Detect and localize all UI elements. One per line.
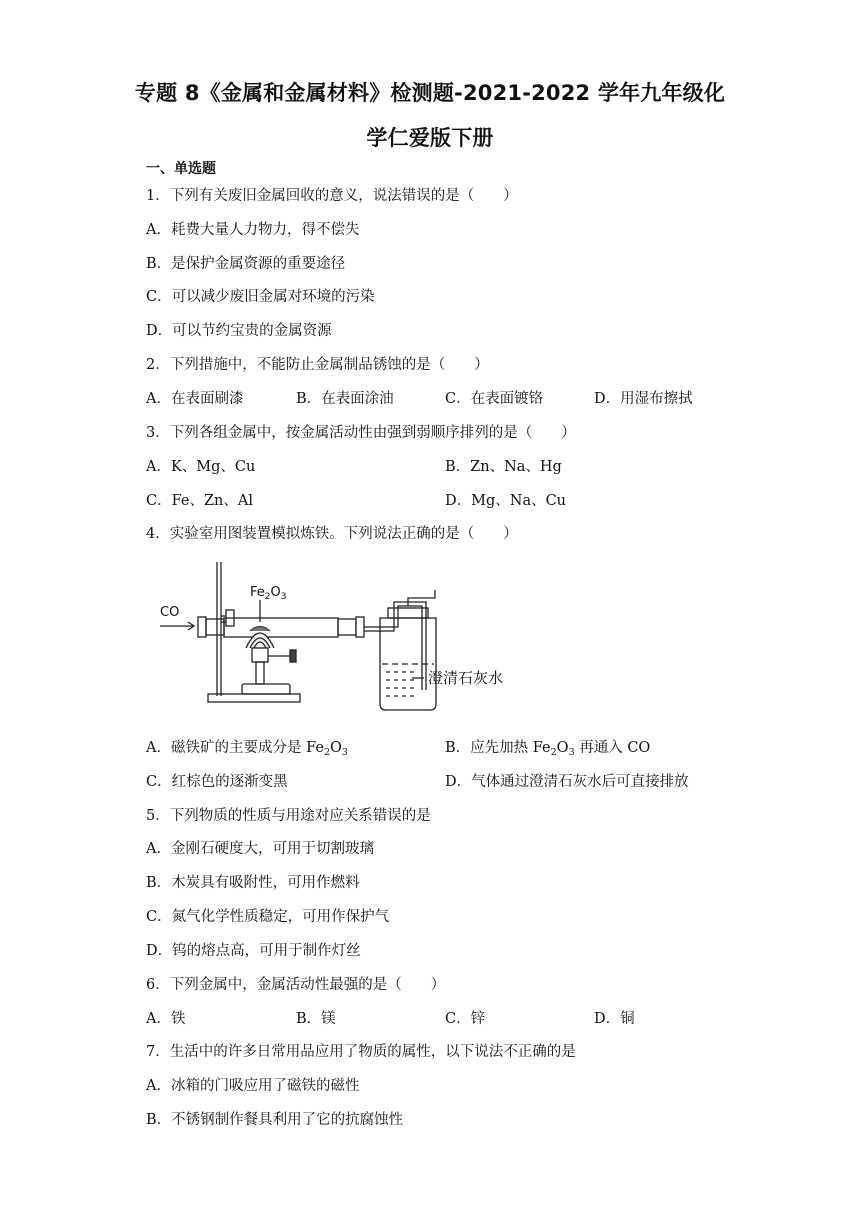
question-6-stem: 6．下列金属中，金属活动性最强的是（ ）: [146, 977, 446, 993]
question-4-stem: 4．实验室用图装置模拟炼铁。下列说法正确的是（ ）: [146, 526, 518, 542]
co-label: CO: [160, 605, 180, 620]
question-4-option-c: C．红棕色的逐渐变黑: [146, 774, 288, 790]
question-1-option-a: A．耗费大量人力物力，得不偿失: [146, 222, 360, 238]
question-6-option-b: B．镁: [296, 1011, 336, 1027]
question-5-option-c: C．氮气化学性质稳定，可用作保护气: [146, 909, 390, 925]
question-2-stem: 2．下列措施中，不能防止金属制品锈蚀的是（ ）: [146, 357, 489, 373]
question-6-option-a: A．铁: [146, 1011, 186, 1027]
question-4-option-a: A．磁铁矿的主要成分是 $Fe_2O_3$: [146, 740, 348, 758]
iron-smelting-apparatus-figure: [150, 556, 520, 714]
question-3-option-c: C．Fe、Zn、Al: [146, 493, 253, 509]
question-5-stem: 5．下列物质的性质与用途对应关系错误的是: [146, 808, 431, 824]
question-5-option-a: A．金刚石硬度大，可用于切割玻璃: [146, 841, 374, 857]
question-2-option-a: A．在表面刷漆: [146, 391, 244, 407]
question-7-stem: 7．生活中的许多日常用品应用了物质的属性，以下说法不正确的是: [146, 1044, 576, 1060]
title-line-2: 学仁爱版下册: [366, 126, 494, 150]
question-1-option-b: B．是保护金属资源的重要途径: [146, 256, 346, 272]
question-2-option-d: D．用湿布擦拭: [594, 391, 693, 407]
question-5-option-d: D．钨的熔点高，可用于制作灯丝: [146, 943, 361, 959]
question-2-option-b: B．在表面涂油: [296, 391, 394, 407]
limewater-label: 澄清石灰水: [428, 669, 504, 687]
question-6-option-d: D．铜: [594, 1011, 635, 1027]
fe2o3-label: $Fe_2O_3$: [250, 585, 287, 602]
section-heading: 一、单选题: [146, 161, 216, 177]
question-3-option-a: A．K、Mg、Cu: [146, 459, 256, 475]
question-1-option-c: C．可以减少废旧金属对环境的污染: [146, 289, 375, 305]
question-1-stem: 1．下列有关废旧金属回收的意义，说法错误的是（ ）: [146, 188, 518, 204]
question-7-option-b: B．不锈钢制作餐具利用了它的抗腐蚀性: [146, 1112, 404, 1128]
title-line-1: 专题 8《金属和金属材料》检测题-2021-2022 学年九年级化: [134, 81, 726, 105]
question-3-option-b: B．Zn、Na、Hg: [445, 459, 562, 475]
question-4-option-b: B．应先加热 $Fe_2O_3$ 再通入 CO: [445, 740, 651, 758]
question-2-option-c: C．在表面镀铬: [445, 391, 544, 407]
question-5-option-b: B．木炭具有吸附性，可用作燃料: [146, 875, 360, 891]
question-3-stem: 3．下列各组金属中，按金属活动性由强到弱顺序排列的是（ ）: [146, 425, 576, 441]
question-7-option-a: A．冰箱的门吸应用了磁铁的磁性: [146, 1078, 360, 1094]
question-4-option-d: D．气体通过澄清石灰水后可直接排放: [445, 774, 689, 790]
question-6-option-c: C．锌: [445, 1011, 486, 1027]
question-1-option-d: D．可以节约宝贵的金属资源: [146, 323, 332, 339]
question-3-option-d: D．Mg、Na、Cu: [445, 493, 567, 509]
